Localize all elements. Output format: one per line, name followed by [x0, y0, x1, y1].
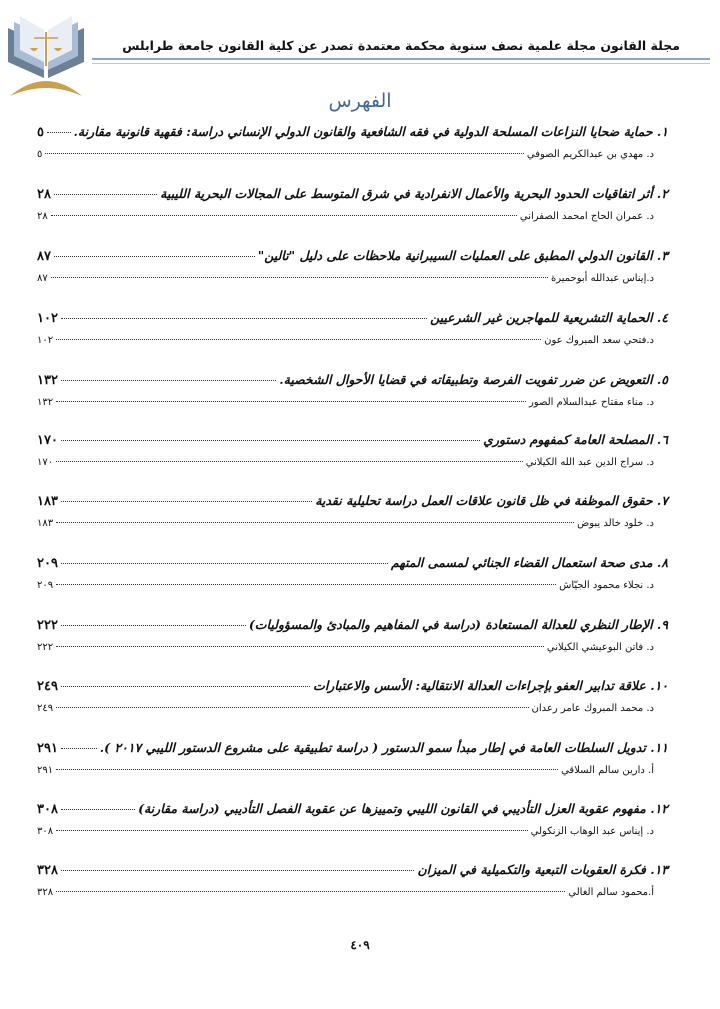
author-page: ٢٢٢: [37, 642, 54, 653]
entry-title-row[interactable]: [37, 186, 668, 202]
entry-page: ١٣٢: [37, 373, 58, 388]
entry-page: ٣٠٨: [37, 802, 58, 817]
dot-leader: [61, 440, 480, 441]
entry-author: د. إيناس عبد الوهاب الزنكولي: [530, 826, 654, 837]
author-page: ٢٤٩: [37, 703, 54, 714]
entry-title-row[interactable]: [37, 862, 668, 878]
author-page: ١٨٣: [37, 518, 54, 529]
dot-leader: [56, 646, 544, 647]
toc-entry[interactable]: [37, 862, 668, 898]
header-divider: [92, 58, 710, 64]
entry-author-row: [37, 273, 668, 284]
entry-page: ٢٠٩: [37, 556, 58, 571]
author-page: ٢٩١: [37, 765, 54, 776]
entry-author: د. عمران الحاج امحمد الصفراني: [519, 211, 654, 222]
entry-author-row: [37, 580, 668, 591]
entry-author-row: [37, 397, 668, 408]
toc-entry[interactable]: [37, 432, 668, 468]
entry-author-row: [37, 335, 668, 346]
toc-entry[interactable]: [37, 310, 668, 346]
entry-title-row[interactable]: [37, 432, 668, 448]
dot-leader: [56, 707, 528, 708]
entry-page: ٣٢٨: [37, 863, 58, 878]
toc-entry[interactable]: [37, 678, 668, 714]
entry-author-row: [37, 149, 668, 160]
dot-leader: [61, 563, 388, 564]
author-page: ٣٠٨: [37, 826, 54, 837]
dot-leader: [61, 501, 312, 502]
entry-author-row: [37, 703, 668, 714]
dot-leader: [56, 461, 523, 462]
dot-leader: [51, 215, 517, 216]
author-page: ١٧٠: [37, 457, 54, 468]
entry-author: د. فاتن البوعيشي الكيلاني: [546, 642, 654, 653]
entry-title-row[interactable]: [37, 740, 668, 756]
entry-title: ١٠. علاقة تدابير العفو بإجراءات العدالة الانتقالية: الأسس والاعتبارات: [313, 678, 668, 693]
entry-title: ٢. أثر اتفاقيات الحدود البحرية والأعمال الانفرادية في شرق المتوسط على المجالات البحرية الليبية: [160, 186, 668, 201]
entry-author: د. محمد المبروك عامر رعدان: [531, 703, 654, 714]
dot-leader: [54, 256, 255, 257]
toc-entry[interactable]: [37, 555, 668, 591]
toc-entry[interactable]: [37, 124, 668, 160]
entry-title-row[interactable]: [37, 372, 668, 388]
dot-leader: [51, 277, 548, 278]
entry-title: ١٣. فكرة العقوبات التبعية والتكميلية في الميزان: [417, 862, 668, 877]
dot-leader: [56, 522, 574, 523]
entry-page: ٢٨: [37, 187, 51, 202]
journal-logo: [4, 10, 88, 98]
dot-leader: [61, 625, 246, 626]
dot-leader: [56, 891, 565, 892]
dot-leader: [56, 401, 526, 402]
dot-leader: [56, 830, 528, 831]
author-page: ٨٧: [37, 273, 48, 284]
entry-author: د. سراج الدين عبد الله الكيلاني: [525, 457, 654, 468]
author-page: ٣٢٨: [37, 887, 54, 898]
author-page: ١٠٢: [37, 335, 54, 346]
entry-author: د. خلود خالد يبوض: [577, 518, 654, 529]
entry-title-row[interactable]: [37, 678, 668, 694]
entry-author: د. نجلاء محمود الجيّاش: [559, 580, 654, 591]
entry-title: ٨. مدى صحة استعمال القضاء الجنائي لمسمى المتهم: [391, 555, 668, 570]
entry-title: ٤. الحماية التشريعية للمهاجرين غير الشرعيين: [430, 310, 668, 325]
dot-leader: [61, 380, 276, 381]
entry-title: ١. حماية ضحايا النزاعات المسلحة الدولية في فقه الشافعية والقانون الدولي الإنساني دراسة: فقهية قانونية مقارنة.: [73, 124, 668, 139]
toc-entry[interactable]: [37, 740, 668, 776]
entry-title: ٣. القانون الدولي المطبق على العمليات السيبرانية ملاحظات على دليل "تالين": [257, 248, 668, 263]
entry-page: ١٠٢: [37, 311, 58, 326]
entry-page: ٢٩١: [37, 741, 58, 756]
dot-leader: [56, 584, 556, 585]
dot-leader: [56, 339, 541, 340]
dot-leader: [54, 194, 157, 195]
entry-author-row: [37, 642, 668, 653]
dot-leader: [61, 318, 427, 319]
toc-entry[interactable]: [37, 248, 668, 284]
entry-author-row: [37, 518, 668, 529]
page-number: ٤٠٩: [350, 938, 370, 952]
entry-author-row: [37, 887, 668, 898]
entry-author: أ. دارين سالم السلاقي: [561, 765, 654, 776]
entry-title-row[interactable]: [37, 248, 668, 264]
entry-author-row: [37, 826, 668, 837]
entry-page: ٥: [37, 125, 44, 140]
entry-title: ٥. التعويض عن ضرر تفويت الفرصة وتطبيقاته في قضايا الأحوال الشخصية.: [279, 372, 668, 387]
entry-author-row: [37, 457, 668, 468]
entry-title: ٧. حقوق الموظفة في ظل قانون علاقات العمل دراسة تحليلية نقدية: [315, 493, 668, 508]
toc-entry[interactable]: [37, 801, 668, 837]
journal-header: مجلة القانون مجلة علمية نصف سنوية محكمة معتمدة تصدر عن كلية القانون جامعة طرابلس: [122, 38, 680, 53]
entry-title: ٩. الإطار النظري للعدالة المستعادة (دراسة في المفاهيم والمبادئ والمسؤوليات): [248, 617, 668, 632]
entry-title-row[interactable]: [37, 310, 668, 326]
author-page: ٢٨: [37, 211, 48, 222]
entry-author: أ.محمود سالم الغالي: [568, 887, 654, 898]
page-title: الفهرس: [328, 90, 392, 112]
entry-title-row[interactable]: [37, 801, 668, 817]
dot-leader: [45, 153, 524, 154]
dot-leader: [61, 809, 135, 810]
entry-title-row[interactable]: [37, 617, 668, 633]
entry-title: ١١. تدويل السلطات العامة في إطار مبدأ سمو الدستور ( دراسة تطبيقية على مشروع الدستور الليبي ٢٠١٧ ).: [99, 740, 668, 755]
dot-leader: [61, 686, 310, 687]
entry-author: د.فتحي سعد المبروك عون: [544, 335, 654, 346]
entry-author: د. مهدي بن عبدالكريم الصوفي: [526, 149, 654, 160]
entry-title-row[interactable]: [37, 124, 668, 140]
toc-entry[interactable]: [37, 186, 668, 222]
entry-title: ١٢. مفهوم عقوبة العزل التأديبي في القانون الليبي وتمييزها عن عقوبة الفصل التأديبي (دراسة مقارنة): [138, 801, 668, 816]
entry-title-row[interactable]: [37, 555, 668, 571]
entry-page: ٨٧: [37, 249, 51, 264]
entry-title-row[interactable]: [37, 493, 668, 509]
toc-entry[interactable]: [37, 493, 668, 529]
entry-author: د. مناء مفتاح عبدالسلام الصور: [528, 397, 654, 408]
entry-page: ٢٢٢: [37, 618, 58, 633]
entry-page: ٢٤٩: [37, 679, 58, 694]
entry-author-row: [37, 765, 668, 776]
dot-leader: [61, 870, 415, 871]
toc-entry[interactable]: [37, 372, 668, 408]
entry-author: د.إيناس عبدالله أبوحميرة: [550, 273, 654, 284]
dot-leader: [56, 769, 558, 770]
entry-page: ١٨٣: [37, 494, 58, 509]
dot-leader: [47, 132, 71, 133]
entry-author-row: [37, 211, 668, 222]
toc-entry[interactable]: [37, 617, 668, 653]
entry-title: ٦. المصلحة العامة كمفهوم دستوري: [483, 432, 668, 447]
author-page: ١٣٢: [37, 397, 54, 408]
entry-page: ١٧٠: [37, 433, 58, 448]
dot-leader: [61, 748, 97, 749]
author-page: ٢٠٩: [37, 580, 54, 591]
author-page: ٥: [37, 149, 43, 160]
